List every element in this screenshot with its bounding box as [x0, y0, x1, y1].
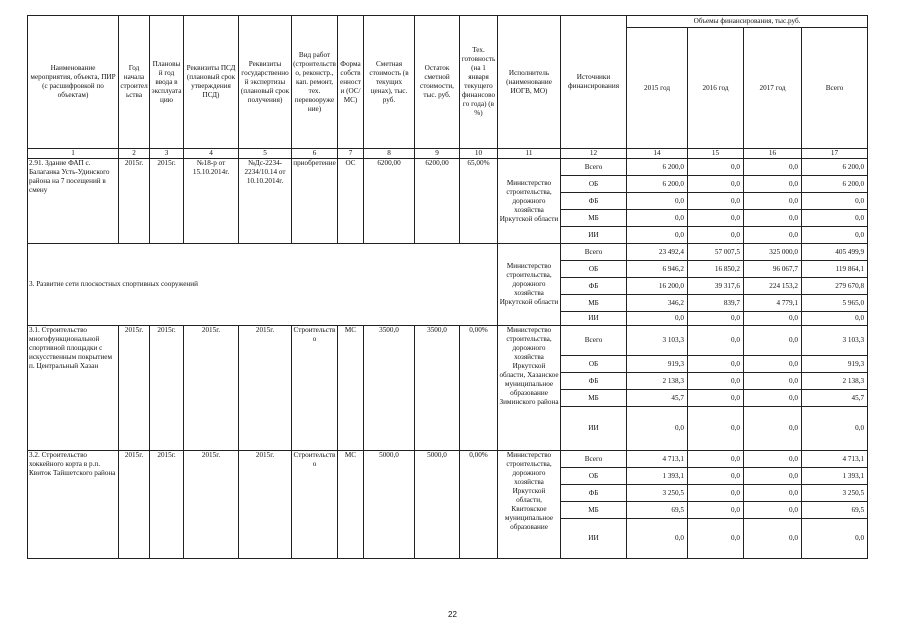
amount-2015: 0,0 — [627, 312, 688, 326]
source-label: МБ — [561, 210, 627, 227]
object-name: 2.91. Здание ФАП с. Балаганка Усть-Удинского района на 7 посещений в смену — [28, 159, 119, 244]
amount-total: 45,7 — [802, 390, 868, 407]
amount-2015: 23 492,4 — [627, 244, 688, 261]
col-cost-header: Сметная стоимость (в текущих ценах), тыс. руб. — [364, 16, 415, 149]
index-cell: 4 — [184, 149, 239, 159]
expertise-details: 2015г. — [239, 326, 292, 451]
amount-total: 2 138,3 — [802, 373, 868, 390]
col-work-header: Вид работ (строительство, реконстр., кап. ремонт, тех. перевооружение) — [292, 16, 338, 149]
amount-2017: 0,0 — [744, 159, 802, 176]
col-expertise-header: Реквизиты государственной экспертизы (плановый срок получения) — [239, 16, 292, 149]
year-2017-header: 2017 год — [744, 28, 802, 149]
col-executor-header: Исполнитель (наименование ИОГВ, МО) — [498, 16, 561, 149]
amount-total: 6 200,0 — [802, 159, 868, 176]
amount-2017: 0,0 — [744, 227, 802, 244]
commission-year: 2015г. — [150, 451, 184, 559]
cost-remainder: 3500,0 — [415, 326, 460, 451]
amount-2015: 3 250,5 — [627, 485, 688, 502]
amount-2015: 4 713,1 — [627, 451, 688, 468]
source-label: Всего — [561, 159, 627, 176]
amount-2015: 45,7 — [627, 390, 688, 407]
object-name: 3.2. Строительство хоккейного корта в р.п. Квиток Тайшетского района — [28, 451, 119, 559]
amount-2016: 0,0 — [688, 373, 744, 390]
amount-2016: 39 317,6 — [688, 278, 744, 295]
executor: Министерство строительства, дорожного хозяйства Иркутской области — [498, 244, 561, 326]
amount-2015: 6 200,0 — [627, 176, 688, 193]
amount-2015: 6 946,2 — [627, 261, 688, 278]
col-rest-header: Остаток сметной стоимости, тыс. руб. — [415, 16, 460, 149]
index-cell: 12 — [561, 149, 627, 159]
amount-total: 4 713,1 — [802, 451, 868, 468]
amount-2017: 224 153,2 — [744, 278, 802, 295]
cost-remainder: 5000,0 — [415, 451, 460, 559]
amount-2016: 0,0 — [688, 159, 744, 176]
commission-year: 2015г. — [150, 326, 184, 451]
index-cell: 9 — [415, 149, 460, 159]
amount-total: 6 200,0 — [802, 176, 868, 193]
source-label: ОБ — [561, 468, 627, 485]
amount-2016: 57 007,5 — [688, 244, 744, 261]
amount-total: 0,0 — [802, 312, 868, 326]
amount-2016: 0,0 — [688, 326, 744, 356]
source-label: МБ — [561, 502, 627, 519]
funding-group-header: Объемы финансирования, тыс.руб. — [627, 16, 868, 28]
amount-2016: 0,0 — [688, 390, 744, 407]
col-name-header: Наименование мероприятия, объекта, ПИР (с расшифровкой по объектам) — [28, 16, 119, 149]
amount-2015: 0,0 — [627, 519, 688, 559]
estimated-cost: 5000,0 — [364, 451, 415, 559]
amount-2015: 3 103,3 — [627, 326, 688, 356]
col-commission-header: Плановый год ввода в эксплуатацию — [150, 16, 184, 149]
amount-2016: 0,0 — [688, 312, 744, 326]
col-source-header: Источники финансирования — [561, 16, 627, 149]
amount-2015: 919,3 — [627, 356, 688, 373]
col-start-header: Год начала строительства — [119, 16, 150, 149]
source-label: ИИ — [561, 519, 627, 559]
work-type: Строительство — [292, 326, 338, 451]
amount-total: 119 864,1 — [802, 261, 868, 278]
index-cell: 11 — [498, 149, 561, 159]
year-2015-header: 2015 год — [627, 28, 688, 149]
source-label: МБ — [561, 295, 627, 312]
col-ready-header: Тех. готовность (на 1 января текущего финансового года) (в %) — [460, 16, 498, 149]
amount-2015: 69,5 — [627, 502, 688, 519]
estimated-cost: 3500,0 — [364, 326, 415, 451]
amount-2017: 0,0 — [744, 502, 802, 519]
index-cell: 3 — [150, 149, 184, 159]
work-type: Строительство — [292, 451, 338, 559]
index-cell: 6 — [292, 149, 338, 159]
index-cell: 17 — [802, 149, 868, 159]
index-cell: 5 — [239, 149, 292, 159]
total-header: Всего — [802, 28, 868, 149]
amount-2016: 0,0 — [688, 519, 744, 559]
executor: Министерство строительства, дорожного хозяйства Иркутской области, Хазанское муниципальное образование Зиминского района — [498, 326, 561, 451]
amount-2017: 0,0 — [744, 407, 802, 451]
source-label: ФБ — [561, 193, 627, 210]
index-cell: 1 — [28, 149, 119, 159]
year-2016-header: 2016 год — [688, 28, 744, 149]
source-label: ИИ — [561, 227, 627, 244]
ownership: МС — [338, 326, 364, 451]
amount-2015: 16 200,0 — [627, 278, 688, 295]
amount-2016: 0,0 — [688, 451, 744, 468]
amount-total: 3 103,3 — [802, 326, 868, 356]
source-label: Всего — [561, 244, 627, 261]
start-year: 2015г. — [119, 159, 150, 244]
amount-total: 919,3 — [802, 356, 868, 373]
executor: Министерство строительства, дорожного хозяйства Иркутской области, Квитокское муниципальное образование — [498, 451, 561, 559]
amount-2017: 0,0 — [744, 356, 802, 373]
amount-2017: 96 067,7 — [744, 261, 802, 278]
readiness: 65,00% — [460, 159, 498, 244]
psd-details: №18-р от 15.10.2014г. — [184, 159, 239, 244]
amount-total: 3 250,5 — [802, 485, 868, 502]
amount-total: 0,0 — [802, 407, 868, 451]
index-cell: 8 — [364, 149, 415, 159]
amount-2017: 0,0 — [744, 193, 802, 210]
amount-2017: 0,0 — [744, 326, 802, 356]
amount-2017: 0,0 — [744, 519, 802, 559]
amount-2016: 0,0 — [688, 407, 744, 451]
executor: Министерство строительства, дорожного хозяйства Иркутской области — [498, 159, 561, 244]
index-cell: 14 — [627, 149, 688, 159]
amount-2016: 0,0 — [688, 176, 744, 193]
amount-2015: 0,0 — [627, 193, 688, 210]
start-year: 2015г. — [119, 326, 150, 451]
amount-2015: 0,0 — [627, 407, 688, 451]
page-number: 22 — [448, 610, 457, 619]
ownership: ОС — [338, 159, 364, 244]
source-label: ФБ — [561, 485, 627, 502]
amount-2017: 0,0 — [744, 451, 802, 468]
amount-2015: 1 393,1 — [627, 468, 688, 485]
source-label: ИИ — [561, 407, 627, 451]
source-label: ОБ — [561, 261, 627, 278]
source-label: МБ — [561, 390, 627, 407]
index-cell: 7 — [338, 149, 364, 159]
psd-details: 2015г. — [184, 326, 239, 451]
index-cell: 15 — [688, 149, 744, 159]
expertise-details: 2015г. — [239, 451, 292, 559]
amount-2016: 0,0 — [688, 356, 744, 373]
readiness: 0,00% — [460, 451, 498, 559]
object-name: 3.1. Строительство многофункциональной спортивной площадки с искусственным покрытием п. Центральный Хазан — [28, 326, 119, 451]
amount-2016: 0,0 — [688, 193, 744, 210]
estimated-cost: 6200,00 — [364, 159, 415, 244]
source-label: ОБ — [561, 176, 627, 193]
index-cell: 10 — [460, 149, 498, 159]
readiness: 0,00% — [460, 326, 498, 451]
amount-2016: 0,0 — [688, 485, 744, 502]
amount-total: 0,0 — [802, 519, 868, 559]
source-label: ИИ — [561, 312, 627, 326]
amount-total: 279 670,8 — [802, 278, 868, 295]
source-label: Всего — [561, 326, 627, 356]
amount-2017: 0,0 — [744, 373, 802, 390]
amount-2015: 346,2 — [627, 295, 688, 312]
index-cell: 2 — [119, 149, 150, 159]
source-label: ФБ — [561, 373, 627, 390]
amount-2015: 0,0 — [627, 210, 688, 227]
source-label: ОБ — [561, 356, 627, 373]
amount-2016: 16 850,2 — [688, 261, 744, 278]
start-year: 2015г. — [119, 451, 150, 559]
amount-2016: 0,0 — [688, 468, 744, 485]
amount-total: 0,0 — [802, 227, 868, 244]
amount-2015: 2 138,3 — [627, 373, 688, 390]
amount-2017: 4 779,1 — [744, 295, 802, 312]
amount-2017: 0,0 — [744, 485, 802, 502]
commission-year: 2015г. — [150, 159, 184, 244]
amount-2015: 0,0 — [627, 227, 688, 244]
ownership: МС — [338, 451, 364, 559]
index-cell: 16 — [744, 149, 802, 159]
amount-2016: 0,0 — [688, 210, 744, 227]
source-label: Всего — [561, 451, 627, 468]
amount-2017: 0,0 — [744, 312, 802, 326]
amount-2017: 325 000,0 — [744, 244, 802, 261]
amount-total: 0,0 — [802, 210, 868, 227]
amount-total: 0,0 — [802, 193, 868, 210]
amount-2017: 0,0 — [744, 176, 802, 193]
amount-2017: 0,0 — [744, 468, 802, 485]
amount-2016: 0,0 — [688, 502, 744, 519]
amount-total: 5 965,0 — [802, 295, 868, 312]
financing-table — [27, 15, 868, 559]
expertise-details: №Дс-2234-2234/10.14 от 10.10.2014г. — [239, 159, 292, 244]
col-psd-header: Реквизиты ПСД (плановый срок утверждения ПСД) — [184, 16, 239, 149]
amount-2016: 0,0 — [688, 227, 744, 244]
amount-2017: 0,0 — [744, 390, 802, 407]
source-label: ФБ — [561, 278, 627, 295]
amount-total: 405 499,9 — [802, 244, 868, 261]
work-type: приобретение — [292, 159, 338, 244]
section-title: 3. Развитие сети плоскостных спортивных сооружений — [28, 244, 498, 326]
col-ownership-header: Форма собственности (ОС/МС) — [338, 16, 364, 149]
cost-remainder: 6200,00 — [415, 159, 460, 244]
amount-2016: 839,7 — [688, 295, 744, 312]
amount-2017: 0,0 — [744, 210, 802, 227]
document-sheet — [27, 15, 867, 570]
amount-total: 1 393,1 — [802, 468, 868, 485]
psd-details: 2015г. — [184, 451, 239, 559]
amount-2015: 6 200,0 — [627, 159, 688, 176]
amount-total: 69,5 — [802, 502, 868, 519]
